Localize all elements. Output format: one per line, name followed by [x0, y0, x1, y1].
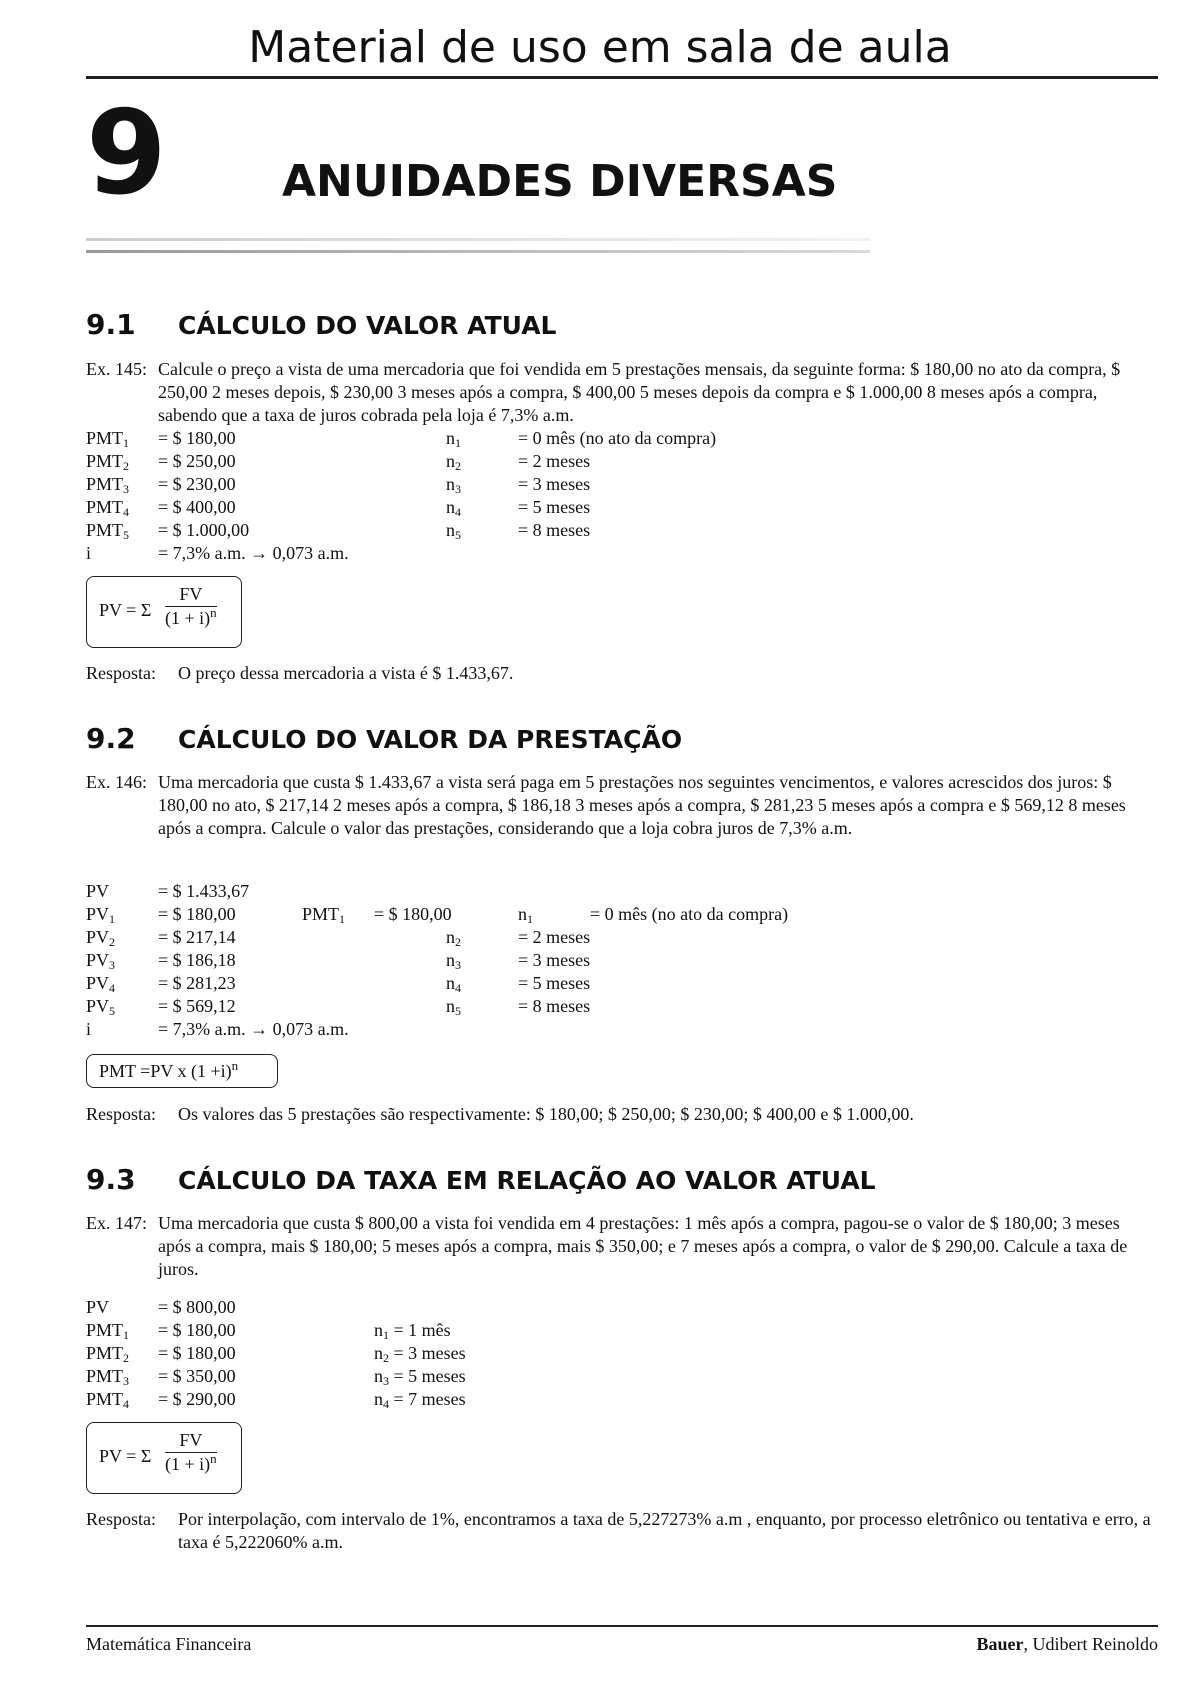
var-name: $PMT_2$: [86, 1343, 130, 1365]
section-number: 9.1: [86, 308, 136, 341]
var-value: = $ 1.000,00: [158, 520, 250, 540]
answer-text: Por interpolação, com intervalo de 1%, encontramos a taxa de 5,227273% a.m , enquanto, por processo eletrônico ou tentativa e erro, a taxa é 5,222060% a.m.: [178, 1509, 1151, 1552]
period: $n_2 = 3$ meses: [374, 1343, 466, 1365]
rate-value: = 7,3% a.m. → 0,073 a.m.: [158, 1019, 349, 1039]
var-value: = $ 250,00: [158, 451, 236, 471]
period-name: $n_1$: [518, 904, 533, 926]
period-value: = 0 mês (no ato da compra): [518, 428, 717, 448]
example-text: Calcule o preço a vista de uma mercadoria que foi vendida em 5 prestações mensais, da seguinte forma: $ 180,00 no ato da compra, $ 250,00 2 meses depois, $ 230,00 3 meses após a compra, $ 400,00 5 meses depois da compra e $ 1.000,00 8 meses após a compra, sabendo que a taxa de juros cobrada pela loja é 7,3% a.m.: [158, 359, 1121, 425]
page-banner: Material de uso em sala de aula: [248, 22, 952, 73]
formula-denominator: $(1 + i)^n$: [165, 1451, 217, 1474]
section-title: CÁLCULO DO VALOR ATUAL: [178, 311, 557, 340]
example-label: Ex. 146:: [86, 772, 147, 792]
var-value: = $ 1.433,67: [158, 881, 250, 901]
decorative-rule: [86, 250, 870, 253]
period-value: = 5 meses: [518, 497, 591, 517]
var-name: $PMT_4$: [86, 497, 130, 519]
footer-left: Matemática Financeira: [86, 1634, 252, 1654]
formula-numerator: FV: [165, 1429, 217, 1453]
var-name: $PMT_4$: [86, 1389, 130, 1411]
section-number: 9.2: [86, 722, 136, 755]
answer-label: Resposta:: [86, 1509, 156, 1529]
period-name: $n_2$: [446, 451, 461, 473]
example-text: Uma mercadoria que custa $ 1.433,67 a vista será paga em 5 prestações nos seguintes vencimentos, e valores acrescidos dos juros: $ 180,00 no ato, $ 217,14 2 meses após a compra, $ 186,18 3 meses após a compra, $ 281,23 5 meses após a compra e $ 569,12 8 meses após a compra. Calcule o valor das prestações, considerando que a loja cobra juros de 7,3% a.m.: [158, 772, 1126, 838]
decorative-rule: [86, 238, 870, 241]
period-value: = 0 mês (no ato da compra): [590, 904, 789, 924]
section-title: CÁLCULO DO VALOR DA PRESTAÇÃO: [178, 725, 683, 754]
var-value: = $ 180,00: [374, 904, 452, 924]
answer-label: Resposta:: [86, 1104, 156, 1124]
period-name: $n_4$: [446, 497, 461, 519]
var-value: = $ 800,00: [158, 1297, 236, 1317]
var-name: $PV_4$: [86, 973, 116, 995]
period-value: = 2 meses: [518, 451, 591, 471]
var-value: = $ 281,23: [158, 973, 236, 993]
formula-denominator: $(1 + i)^n$: [165, 605, 217, 628]
var-name: PV: [86, 1297, 110, 1317]
formula-lhs: PV = Σ: [99, 600, 152, 620]
var-name: PV: [86, 881, 110, 901]
formula-box: [86, 1422, 242, 1494]
var-value: = $ 180,00: [158, 904, 236, 924]
section-number: 9.3: [86, 1163, 136, 1196]
var-name: $PMT_2$: [86, 451, 130, 473]
var-value: = $ 290,00: [158, 1389, 236, 1409]
var-name: $PMT_1$: [302, 904, 346, 926]
formula-fraction: [165, 1429, 217, 1476]
formula-lhs: PV = Σ: [99, 1446, 152, 1466]
rate-name: i: [86, 543, 92, 563]
period-value: = 5 meses: [518, 973, 591, 993]
period: $n_1 = 1$ mês: [374, 1320, 451, 1342]
var-name: $PV_5$: [86, 996, 116, 1018]
var-name: $PMT_1$: [86, 428, 130, 450]
var-name: $PMT_3$: [86, 474, 130, 496]
formula-box: [86, 576, 242, 648]
period-name: $n_5$: [446, 520, 461, 542]
footer-rule: [86, 1625, 1158, 1627]
answer-label: Resposta:: [86, 663, 156, 683]
footer-author: Bauer, Udibert Reinoldo: [976, 1634, 1158, 1654]
rate-value: = 7,3% a.m. → 0,073 a.m.: [158, 543, 349, 563]
period: $n_4 = 7$ meses: [374, 1389, 466, 1411]
example-label: Ex. 147:: [86, 1213, 147, 1233]
period-value: = 2 meses: [518, 927, 591, 947]
header-rule: [86, 76, 1158, 79]
var-value: = $ 217,14: [158, 927, 236, 947]
period-name: $n_1$: [446, 428, 461, 450]
var-value: = $ 569,12: [158, 996, 236, 1016]
formula-numerator: FV: [165, 583, 217, 607]
period-value: = 3 meses: [518, 950, 591, 970]
period-value: = 8 meses: [518, 520, 591, 540]
period-name: $n_3$: [446, 474, 461, 496]
var-value: = $ 180,00: [158, 428, 236, 448]
period: $n_3 = 5$ meses: [374, 1366, 466, 1388]
chapter-title: ANUIDADES DIVERSAS: [282, 156, 838, 207]
example-text: Uma mercadoria que custa $ 800,00 a vista foi vendida em 4 prestações: 1 mês após a compra, pagou-se o valor de $ 180,00; 3 meses após a compra, mais $ 180,00; 5 meses após a compra, mais $ 350,00; e 7 meses após a compra, o valor de $ 290,00. Calcule a taxa de juros.: [158, 1213, 1128, 1279]
var-value: = $ 350,00: [158, 1366, 236, 1386]
var-value: = $ 230,00: [158, 474, 236, 494]
period-name: $n_4$: [446, 973, 461, 995]
period-value: = 3 meses: [518, 474, 591, 494]
var-value: = $ 180,00: [158, 1320, 236, 1340]
var-name: $PV_2$: [86, 927, 116, 949]
formula-text: PMT =PV x $(1 +i)^n$: [99, 1058, 239, 1081]
var-name: $PMT_3$: [86, 1366, 130, 1388]
period-value: = 8 meses: [518, 996, 591, 1016]
formula-fraction: [165, 583, 217, 630]
example-label: Ex. 145:: [86, 359, 147, 379]
var-name: $PMT_1$: [86, 1320, 130, 1342]
period-name: $n_2$: [446, 927, 461, 949]
rate-name: i: [86, 1019, 92, 1039]
answer-text: O preço dessa mercadoria a vista é $ 1.433,67.: [178, 663, 514, 683]
var-value: = $ 186,18: [158, 950, 236, 970]
period-name: $n_3$: [446, 950, 461, 972]
formula-box: [86, 1054, 278, 1088]
var-name: $PV_3$: [86, 950, 116, 972]
var-name: $PV_1$: [86, 904, 116, 926]
section-title: CÁLCULO DA TAXA EM RELAÇÃO AO VALOR ATUAL: [178, 1166, 876, 1195]
chapter-number: 9: [86, 86, 167, 221]
answer-text: Os valores das 5 prestações são respectivamente: $ 180,00; $ 250,00; $ 230,00; $ 400,00 e $ 1.000,00.: [178, 1104, 914, 1124]
var-name: $PMT_5$: [86, 520, 130, 542]
period-name: $n_5$: [446, 996, 461, 1018]
var-value: = $ 400,00: [158, 497, 236, 517]
var-value: = $ 180,00: [158, 1343, 236, 1363]
